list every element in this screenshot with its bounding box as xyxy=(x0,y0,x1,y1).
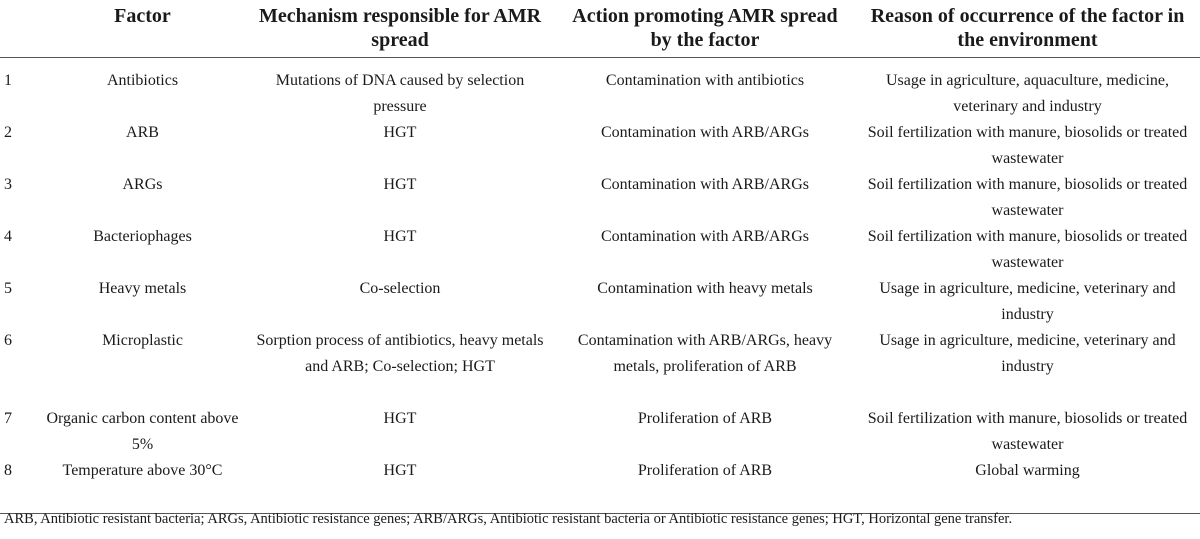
row-action: Contamination with ARB/ARGs, heavy metals, proliferation of ARB xyxy=(577,332,833,375)
row-mechanism: HGT xyxy=(383,228,417,245)
row-number: 1 xyxy=(4,71,12,89)
header-number xyxy=(0,0,40,57)
row-mechanism: HGT xyxy=(383,124,417,141)
row-reason: Soil fertilization with manure, biosolids or treated wastewater xyxy=(867,176,1188,219)
row-reason: Usage in agriculture, medicine, veterinary and industry xyxy=(879,332,1176,375)
row-action: Contamination with ARB/ARGs xyxy=(600,228,809,245)
table-row xyxy=(0,458,1200,513)
row-mechanism: Sorption process of antibiotics, heavy metals and ARB; Co-selection; HGT xyxy=(256,332,544,375)
row-number: 7 xyxy=(4,410,12,427)
row-action: Contamination with ARB/ARGs xyxy=(600,176,809,193)
table-row xyxy=(0,172,1200,224)
row-number: 4 xyxy=(4,228,12,245)
header-reason: Reason of occurrence of the factor in the environment xyxy=(855,0,1200,57)
row-number: 3 xyxy=(4,176,12,193)
table-row xyxy=(0,224,1200,276)
row-action: Proliferation of ARB xyxy=(555,458,855,513)
row-mechanism: Co-selection xyxy=(359,280,441,297)
row-factor: Microplastic xyxy=(102,332,183,349)
row-action: Proliferation of ARB xyxy=(637,410,773,427)
table-row xyxy=(0,57,1200,120)
row-factor: ARGs xyxy=(122,176,163,193)
row-factor: Heavy metals xyxy=(98,280,187,297)
row-reason: Global warming xyxy=(855,458,1200,513)
row-factor: Temperature above 30°C xyxy=(40,458,245,513)
row-mechanism: HGT xyxy=(383,410,417,427)
row-action: Contamination with ARB/ARGs xyxy=(600,124,809,141)
row-factor: Bacteriophages xyxy=(93,228,192,245)
row-action: Contamination with antibiotics xyxy=(605,71,805,89)
row-reason: Usage in agriculture, aquaculture, medicine, veterinary and industry xyxy=(886,71,1169,115)
row-factor: Organic carbon content above 5% xyxy=(46,410,239,453)
row-mechanism: HGT xyxy=(245,458,555,513)
table-row xyxy=(0,406,1200,458)
table-footnote: ARB, Antibiotic resistant bacteria; ARGs, Antibiotic resistance genes; ARB/ARGs, Antibiotic resistant bacteria or Antibiotic resistance genes; HGT, Horizontal gene transfer. xyxy=(4,511,1013,527)
header-action: Action promoting AMR spread by the factor xyxy=(555,0,855,57)
row-number: 8 xyxy=(0,458,40,513)
row-number: 6 xyxy=(4,332,12,349)
row-reason: Soil fertilization with manure, biosolids or treated wastewater xyxy=(867,228,1188,271)
table-row xyxy=(0,328,1200,406)
row-reason: Soil fertilization with manure, biosolids or treated wastewater xyxy=(867,124,1188,167)
row-reason: Usage in agriculture, medicine, veterinary and industry xyxy=(879,280,1176,323)
table-row xyxy=(0,120,1200,172)
header-row xyxy=(0,0,1200,57)
row-action: Contamination with heavy metals xyxy=(597,280,813,297)
row-mechanism: HGT xyxy=(383,176,417,193)
row-number: 5 xyxy=(4,280,12,297)
header-factor: Factor xyxy=(40,0,245,57)
row-reason: Soil fertilization with manure, biosolids or treated wastewater xyxy=(867,410,1188,453)
row-number: 2 xyxy=(4,124,12,141)
header-mechanism: Mechanism responsible for AMR spread xyxy=(245,0,555,57)
row-factor: Antibiotics xyxy=(106,71,179,89)
row-mechanism: Mutations of DNA caused by selection pressure xyxy=(275,71,525,115)
table-row xyxy=(0,276,1200,328)
row-factor: ARB xyxy=(126,124,159,141)
